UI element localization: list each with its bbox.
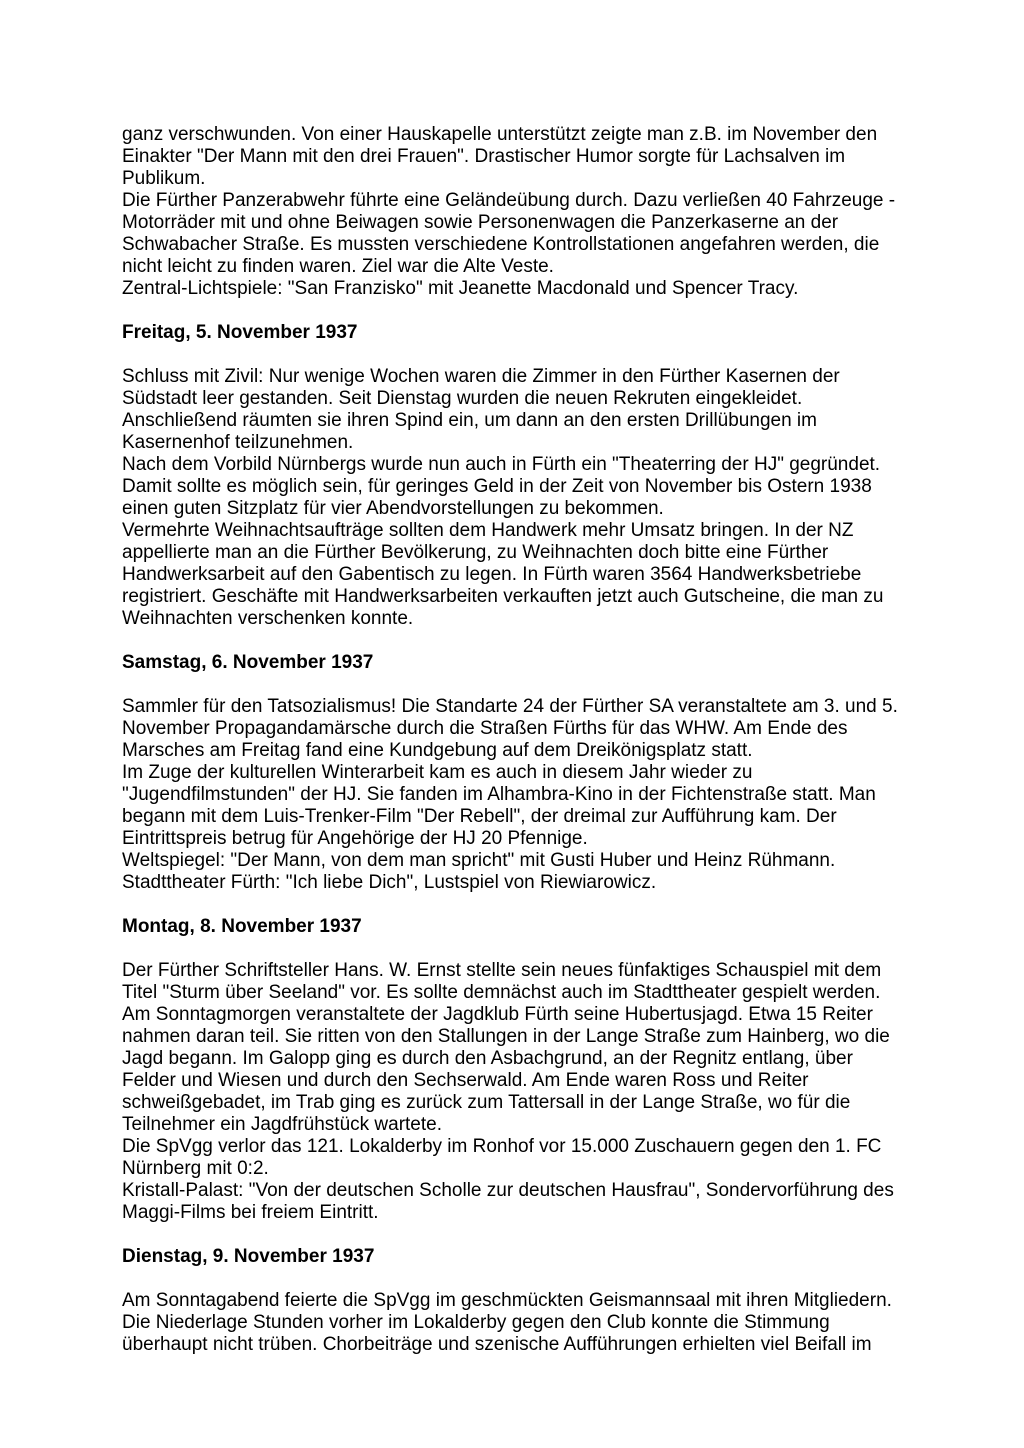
paragraph: Im Zuge der kulturellen Winterarbeit kam es auch in diesem Jahr wieder zu "Jugendfilmstunden" der HJ. Sie fanden im Alhambra-Kino in der Fichtenstraße statt. Man begann mit dem Luis-Trenker-Film "Der Rebell", der dreimal zur Aufführung kam. Der Eintrittspreis betrug für Angehörige der HJ 20 Pfennige. [122,762,876,849]
paragraph: Schluss mit Zivil: Nur wenige Wochen waren die Zimmer in den Fürther Kasernen der Südstadt leer gestanden. Seit Dienstag wurden die neuen Rekruten eingekleidet. Anschließend räumten sie ihren Spind ein, um dann an den ersten Drillübungen im Kasernenhof teilzunehmen. [122,366,840,453]
document-section [122,322,908,630]
paragraph: Am Sonntagmorgen veranstaltete der Jagdklub Fürth seine Hubertusjagd. Etwa 15 Reiter nahmen daran teil. Sie ritten von den Stallungen in der Lange Straße zum Hainberg, wo die Jagd begann. Im Galopp ging es durch den Asbachgrund, an der Regnitz entlang, über Felder und Wiesen und durch den Sechserwald. Am Ende waren Ross und Reiter schweißgebadet, im Trab ging es zurück zum Tattersall in der Lange Straße, wo für die Teilnehmer ein Jagdfrühstück wartete. [122,1004,890,1135]
paragraph: Der Fürther Schriftsteller Hans. W. Ernst stellte sein neues fünfaktiges Schauspiel mit dem Titel "Sturm über Seeland" vor. Es sollte demnächst auch im Stadttheater gespielt werden. [122,960,882,1003]
document-section [122,916,908,1224]
section-heading: Freitag, 5. November 1937 [122,322,358,343]
section-heading: Samstag, 6. November 1937 [122,652,374,673]
document-section [122,652,908,894]
document-section [122,1246,908,1356]
paragraph: Nach dem Vorbild Nürnbergs wurde nun auch in Fürth ein "Theaterring der HJ" gegründet. Damit sollte es möglich sein, für geringes Geld in der Zeit von November bis Ostern 1938 einen guten Sitzplatz für vier Abendvorstellungen zu bekommen. [122,454,881,519]
paragraph: Kristall-Palast: "Von der deutschen Scholle zur deutschen Hausfrau", Sondervorführung des Maggi-Films bei freiem Eintritt. [122,1180,894,1223]
paragraph: Vermehrte Weihnachtsaufträge sollten dem Handwerk mehr Umsatz bringen. In der NZ appellierte man an die Fürther Bevölkerung, zu Weihnachten doch bitte eine Fürther Handwerksarbeit auf den Gabentisch zu legen. In Fürth waren 3564 Handwerksbetriebe registriert. Geschäfte mit Handwerksarbeiten verkauften jetzt auch Gutscheine, die man zu Weihnachten verschenken konnte. [122,520,884,629]
paragraph: Stadttheater Fürth: "Ich liebe Dich", Lustspiel von Riewiarowicz. [122,872,657,893]
paragraph: Weltspiegel: "Der Mann, von dem man spricht" mit Gusti Huber und Heinz Rühmann. [122,850,836,871]
paragraph: Die Fürther Panzerabwehr führte eine Geländeübung durch. Dazu verließen 40 Fahrzeuge - Motorräder mit und ohne Beiwagen sowie Personenwagen die Panzerkaserne an der Schwabacher Straße. Es mussten verschiedene Kontrollstationen angefahren werden, die nicht leicht zu finden waren. Ziel war die Alte Veste. [122,190,896,277]
section-heading: Dienstag, 9. November 1937 [122,1246,375,1267]
document-section [122,124,908,300]
paragraph: Sammler für den Tatsozialismus! Die Standarte 24 der Fürther SA veranstaltete am 3. und 5. November Propagandamärsche durch die Straßen Fürths für das WHW. Am Ende des Marsches am Freitag fand eine Kundgebung auf dem Dreikönigsplatz statt. [122,696,898,761]
paragraph: Die SpVgg verlor das 121. Lokalderby im Ronhof vor 15.000 Zuschauern gegen den 1. FC Nürnberg mit 0:2. [122,1136,882,1179]
paragraph: Am Sonntagabend feierte die SpVgg im geschmückten Geismannsaal mit ihren Mitgliedern. Die Niederlage Stunden vorher im Lokalderby gegen den Club konnte die Stimmung überhaupt nicht trüben. Chorbeiträge und szenische Aufführungen erhielten viel Beifall im [122,1290,892,1355]
document-content [122,124,908,1356]
paragraph: Zentral-Lichtspiele: "San Franzisko" mit Jeanette Macdonald und Spencer Tracy. [122,278,799,299]
paragraph: ganz verschwunden. Von einer Hauskapelle unterstützt zeigte man z.B. im November den Einakter "Der Mann mit den drei Frauen". Drastischer Humor sorgte für Lachsalven im Publikum. [122,124,878,189]
section-heading: Montag, 8. November 1937 [122,916,362,937]
